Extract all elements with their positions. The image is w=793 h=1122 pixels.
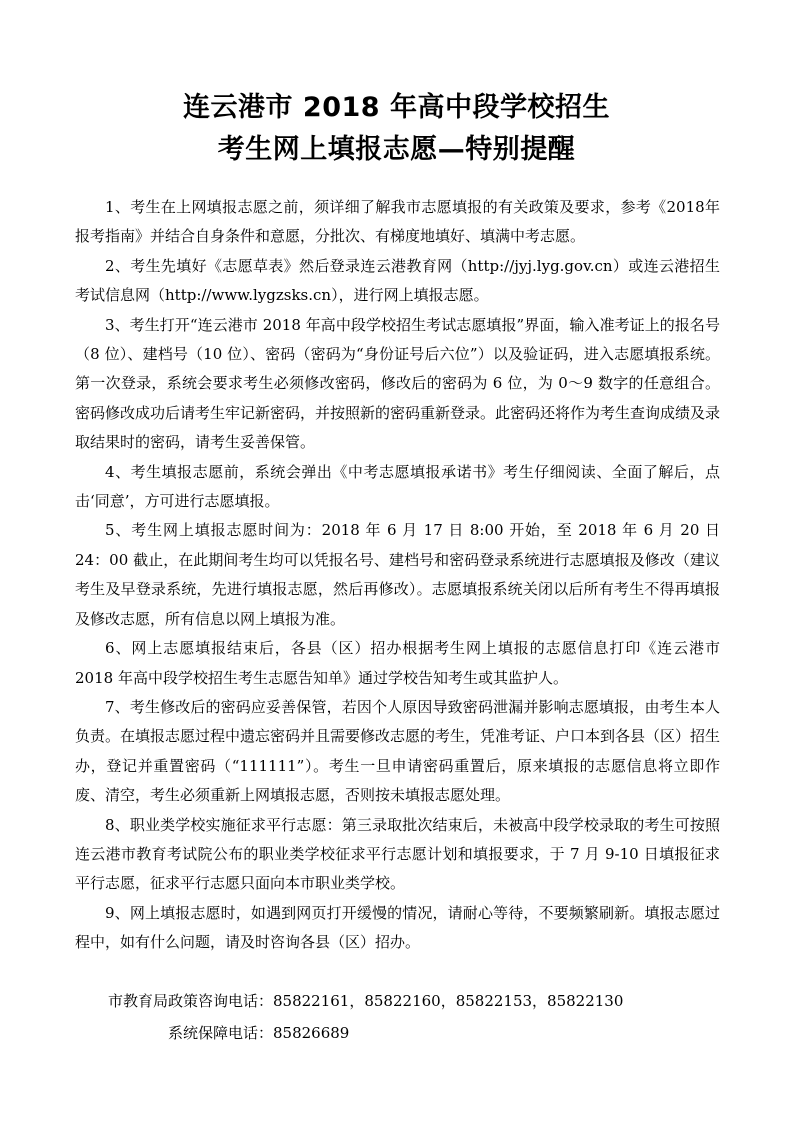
policy-hotline: 市教育局政策咨询电话：85822161，85822160，85822153，85822130: [108, 992, 624, 1010]
document-title-line-1: 连云港市 2018 年高中段学校招生: [183, 92, 610, 123]
document-title-line-2: 考生网上填报志愿—特别提醒: [217, 134, 576, 165]
paragraph-4: 4、考生填报志愿前，系统会弹出《中考志愿填报承诺书》考生仔细阅读、全面了解后，点击‘同意’，方可进行志愿填报。: [75, 462, 720, 511]
paragraph-2: 2、考生先填好《志愿草表》然后登录连云港教育网（http://jyj.lyg.gov.cn）或连云港招生考试信息网（http://www.lygzsks.cn），进行网上填报志愿。: [75, 256, 720, 305]
paragraph-5: 5、考生网上填报志愿时间为：2018 年 6 月 17 日 8:00 开始，至 2018 年 6 月 20 日 24：00 截止，在此期间考生均可以凭报名号、建档号和密码登录系统进行志愿填报及修改（建议考生及早登录系统，先进行填报志愿，然后再修改）。志愿填报系统关闭以后所有考生不得再填报及修改志愿，所有信息以网上填报为准。: [75, 521, 720, 628]
paragraph-8: 8、职业类学校实施征求平行志愿：第三录取批次结束后，未被高中段学校录取的考生可按照连云港市教育考试院公布的职业类学校征求平行志愿计划和填报要求，于 7 月 9-10 日填报征求平行志愿，征求平行志愿只面向本市职业类学校。: [75, 815, 720, 893]
paragraph-3: 3、考生打开“连云港市 2018 年高中段学校招生考试志愿填报”界面，输入准考证上的报名号（8 位）、建档号（10 位）、密码（密码为“身份证号后六位”）以及验证码，进入志愿填报系统。第一次登录，系统会要求考生必须修改密码，修改后的密码为 6 位，为 0～9 数字的任意组合。密码修改成功后请考生牢记新密码，并按照新的密码重新登录。此密码还将作为考生查询成绩及录取结果时的密码，请考生妥善保管。: [75, 315, 721, 452]
paragraph-1: 1、考生在上网填报志愿之前，须详细了解我市志愿填报的有关政策及要求，参考《2018年报考指南》并结合自身条件和意愿，分批次、有梯度地填好、填满中考志愿。: [75, 198, 720, 246]
support-hotline: 系统保障电话：85826689: [168, 1024, 350, 1042]
paragraph-6: 6、网上志愿填报结束后，各县（区）招办根据考生网上填报的志愿信息打印《连云港市 2018 年高中段学校招生考生志愿告知单》通过学校告知考生或其监护人。: [75, 639, 720, 687]
document-body: [75, 193, 720, 958]
paragraph-7: 7、考生修改后的密码应妥善保管，若因个人原因导致密码泄漏并影响志愿填报，由考生本人负责。在填报志愿过程中遗忘密码并且需要修改志愿的考生，凭准考证、户口本到各县（区）招生办，登记并重置密码（“111111”）。考生一旦申请密码重置后，原来填报的志愿信息将立即作废、清空，考生必须重新上网填报志愿，否则按未填报志愿处理。: [75, 697, 721, 805]
contact-info: [108, 986, 623, 1048]
paragraph-9: 9、网上填报志愿时，如遇到网页打开缓慢的情况，请耐心等待，不要频繁刷新。填报志愿过程中，如有什么问题，请及时咨询各县（区）招办。: [75, 903, 720, 952]
